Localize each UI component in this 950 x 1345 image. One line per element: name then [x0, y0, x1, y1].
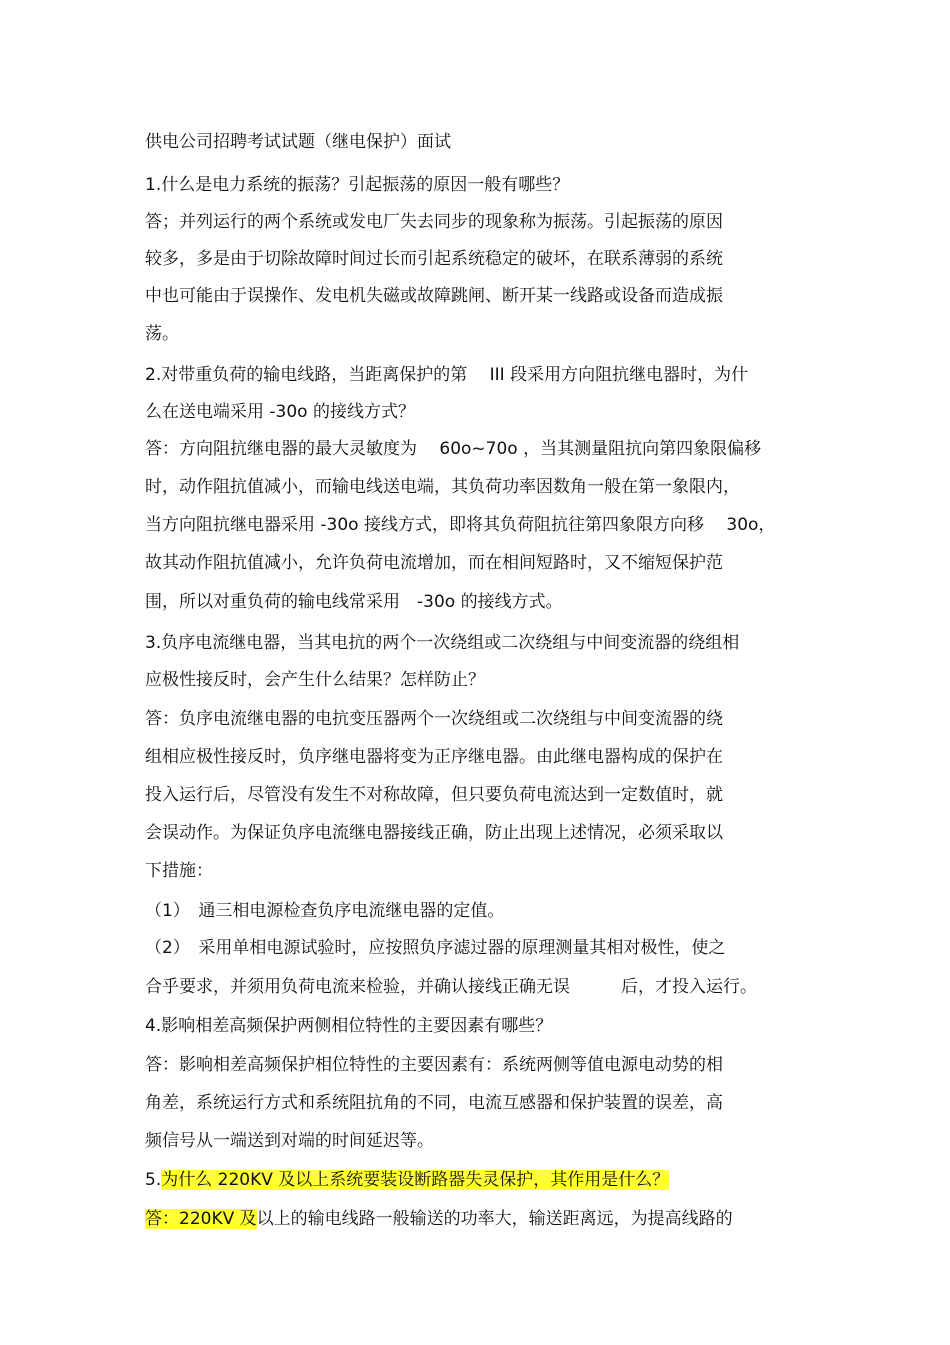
text-line: 频信号从一端送到对端的时间延迟等。 [145, 1131, 434, 1151]
text-line: 答：负序电流继电器的电抗变压器两个一次绕组或二次绕组与中间变流器的绕 [145, 709, 723, 729]
text-line: 合乎要求，并须用负荷电流来检验，并确认接线正确无误 后，才投入运行。 [145, 977, 757, 997]
text-line: 围，所以对重负荷的输电线常采用 -30o 的接线方式。 [145, 592, 563, 612]
text-line: 应极性接反时，会产生什么结果？怎样防止？ [145, 670, 485, 690]
text-line: 较多，多是由于切除故障时间过长而引起系统稳定的破坏，在联系薄弱的系统 [145, 249, 723, 269]
text-line: 3.负序电流继电器，当其电抗的两个一次绕组或二次绕组与中间变流器的绕组相 [145, 633, 740, 653]
text-line: 故其动作阻抗值减小，允许负荷电流增加，而在相间短路时，又不缩短保护范 [145, 553, 723, 573]
text-line: 荡。 [145, 324, 179, 344]
text-line: 么在送电端采用 -30o 的接线方式？ [145, 402, 415, 422]
text-line: 答：影响相差高频保护相位特性的主要因素有：系统两侧等值电源电动势的相 [145, 1055, 723, 1075]
text-line: 会误动作。为保证负序电流继电器接线正确，防止出现上述情况，必须采取以 [145, 823, 723, 843]
text-line: 角差，系统运行方式和系统阻抗角的不同，电流互感器和保护装置的误差，高 [145, 1093, 723, 1113]
text-line: 答：方向阻抗继电器的最大灵敏度为 60o~70o ，当其测量阻抗向第四象限偏移 [145, 439, 762, 459]
highlighted-question-5: 为什么 220KV 及以上系统要装设断路器失灵保护，其作用是什么？ [161, 1170, 670, 1190]
text-line: 4.影响相差高频保护两侧相位特性的主要因素有哪些？ [145, 1016, 553, 1036]
text-line: 2.对带重负荷的输电线路，当距离保护的第 III 段采用方向阻抗继电器时，为什 [145, 365, 749, 385]
question-5-line [145, 1169, 669, 1191]
text-line: 1.什么是电力系统的振荡？引起振荡的原因一般有哪些？ [145, 175, 570, 195]
answer-5-rest: 以上的输电线路一般输送的功率大，输送距离远，为提高线路的 [256, 1209, 733, 1229]
highlighted-answer-5-start: 答：220KV 及 [145, 1209, 257, 1229]
text-line: 下措施： [145, 861, 213, 881]
text-line: 答；并列运行的两个系统或发电厂失去同步的现象称为振荡。引起振荡的原因 [145, 212, 723, 232]
question-5-number: 5. [145, 1170, 162, 1190]
text-line: （1） 通三相电源检查负序电流继电器的定值。 [145, 901, 505, 921]
text-line: 组相应极性接反时，负序继电器将变为正序继电器。由此继电器构成的保护在 [145, 747, 723, 767]
text-line: 中也可能由于误操作、发电机失磁或故障跳闸、断开某一线路或设备而造成振 [145, 286, 723, 306]
answer-5-line [145, 1208, 733, 1230]
text-line: 当方向阻抗继电器采用 -30o 接线方式，即将其负荷阻抗往第四象限方向移 30o， [145, 515, 776, 535]
text-line: 投入运行后，尽管没有发生不对称故障，但只要负荷电流达到一定数值时，就 [145, 785, 723, 805]
text-line: 时，动作阻抗值减小，而输电线送电端，其负荷功率因数角一般在第一象限内， [145, 477, 740, 497]
text-line: （2） 采用单相电源试验时，应按照负序滤过器的原理测量其相对极性，使之 [145, 938, 726, 958]
document-title: 供电公司招聘考试试题（继电保护）面试 [145, 132, 451, 152]
